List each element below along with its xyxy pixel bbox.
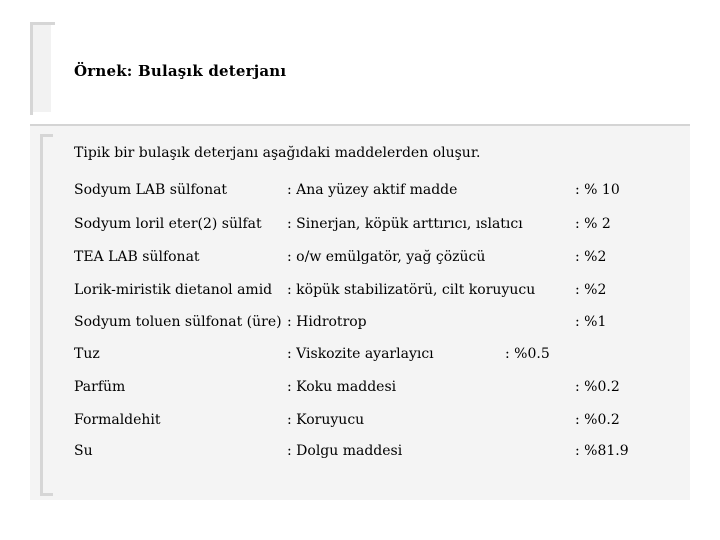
ingredient-name: Sodyum toluen sülfonat (üre) [74,314,282,330]
ingredient-amount: : %0.2 [575,379,620,395]
ingredient-name: Parfüm [74,379,126,395]
ingredient-name: Lorik-miristik dietanol amid [74,282,273,298]
ingredient-amount: : % 10 [575,182,620,198]
ingredient-role: : Koruyucu [287,412,365,428]
ingredient-role: : Ana yüzey aktif madde [287,182,458,198]
ingredient-amount: : % 2 [575,216,611,232]
ingredient-role: : Sinerjan, köpük arttırıcı, ıslatıcı [287,216,523,232]
ingredient-name: Sodyum LAB sülfonat [74,182,228,198]
ingredient-amount: : %2 [575,249,607,265]
ingredient-role: : Hidrotrop [287,314,367,330]
ingredient-amount: : %1 [575,314,607,330]
ingredient-name: Sodyum loril eter(2) sülfat [74,216,262,232]
ingredient-name: TEA LAB sülfonat [74,249,200,265]
ingredient-amount: : %2 [575,282,607,298]
ingredient-role: : köpük stabilizatörü, cilt koruyucu [287,282,536,298]
ingredient-role: : Viskozite ayarlayıcı [287,346,434,362]
ingredient-amount: : %81.9 [575,443,629,459]
ingredient-role: : o/w emülgatör, yağ çözücü [287,249,486,265]
ingredient-name: Formaldehit [74,412,161,428]
content-frame [40,134,53,496]
intro-text: Tipik bir bulaşık deterjanı aşağıdaki maddelerden oluşur. [74,145,481,161]
ingredient-amount: : %0.5 [505,346,550,362]
ingredient-role: : Dolgu maddesi [287,443,403,459]
ingredient-amount: : %0.2 [575,412,620,428]
ingredient-role: : Koku maddesi [287,379,397,395]
page-title: Örnek: Bulaşık deterjanı [74,62,287,80]
title-frame [30,22,55,115]
ingredient-name: Su [74,443,93,459]
ingredient-name: Tuz [74,346,100,362]
